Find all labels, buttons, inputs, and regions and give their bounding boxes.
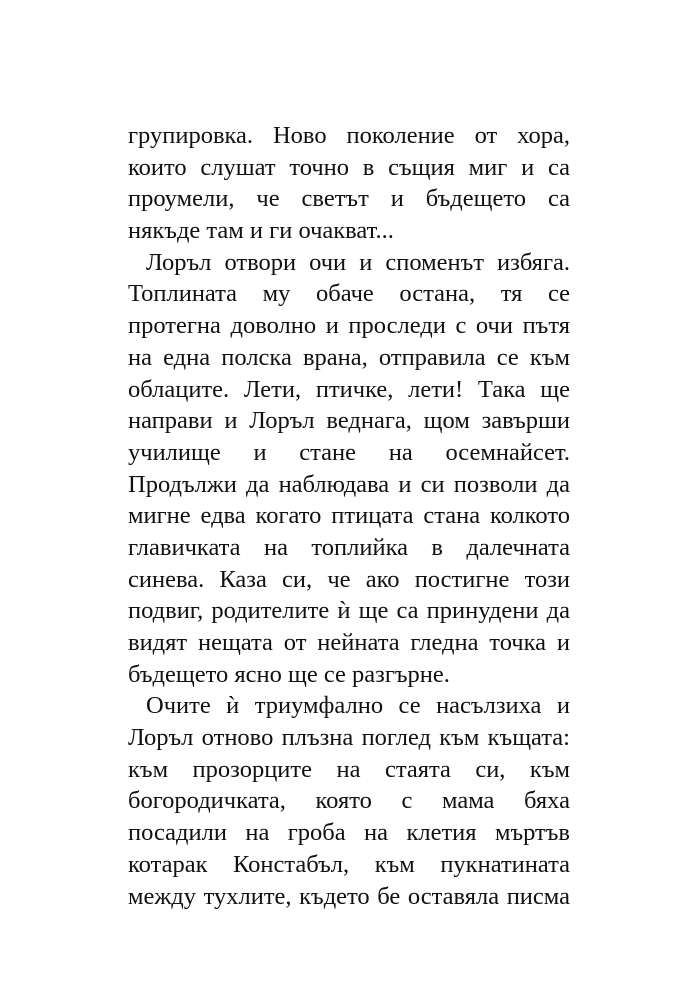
text-line: синева. Каза си, че ако постигне този bbox=[128, 565, 570, 593]
text-line: проумели, че светът и бъдещето са bbox=[128, 185, 570, 213]
text-line: богородичката, която с мама бяха bbox=[128, 787, 570, 815]
text-line: главичката на топлийка в далечната bbox=[128, 533, 570, 561]
text-line: към прозорците на стаята си, към bbox=[128, 755, 570, 783]
text-line: групировка. Ново поколение от хора, bbox=[128, 122, 570, 149]
text-line: Продължи да наблюдава и си позволи да bbox=[128, 470, 570, 498]
text-line: направи и Лоръл веднага, щом завърши bbox=[128, 407, 570, 435]
text-line: подвиг, родителите ѝ ще са принудени да bbox=[128, 597, 570, 625]
text-line: Топлината му обаче остана, тя се bbox=[128, 280, 570, 308]
text-line: които слушат точно в същия миг и са bbox=[128, 153, 570, 181]
text-line: посадили на гроба на клетия мъртъв bbox=[128, 819, 570, 847]
text-line: протегна доволно и проследи с очи пътя bbox=[128, 312, 570, 340]
text-line: бъдещето ясно ще се разгърне. bbox=[128, 660, 450, 688]
text-line: между тухлите, където бе оставяла писма bbox=[128, 882, 570, 910]
body-text bbox=[128, 120, 570, 912]
text-line: котарак Констабъл, към пукнатината bbox=[128, 850, 570, 878]
paragraph-first-line: Очите ѝ триумфално се насълзиха и bbox=[146, 692, 570, 720]
text-line: облаците. Лети, птичке, лети! Така ще bbox=[128, 375, 570, 403]
text-line: мигне едва когато птицата стана колкото bbox=[128, 502, 570, 530]
text-line: училище и стане на осемнайсет. bbox=[128, 438, 570, 466]
text-line: Лоръл отново плъзна поглед към къщата: bbox=[128, 724, 570, 752]
text-line: на една полска врана, отправила се към bbox=[128, 343, 570, 371]
paragraph-first-line: Лоръл отвори очи и споменът избяга. bbox=[146, 248, 570, 276]
text-line: някъде там и ги очакват... bbox=[128, 217, 394, 245]
text-line: видят нещата от нейната гледна точка и bbox=[128, 629, 570, 656]
